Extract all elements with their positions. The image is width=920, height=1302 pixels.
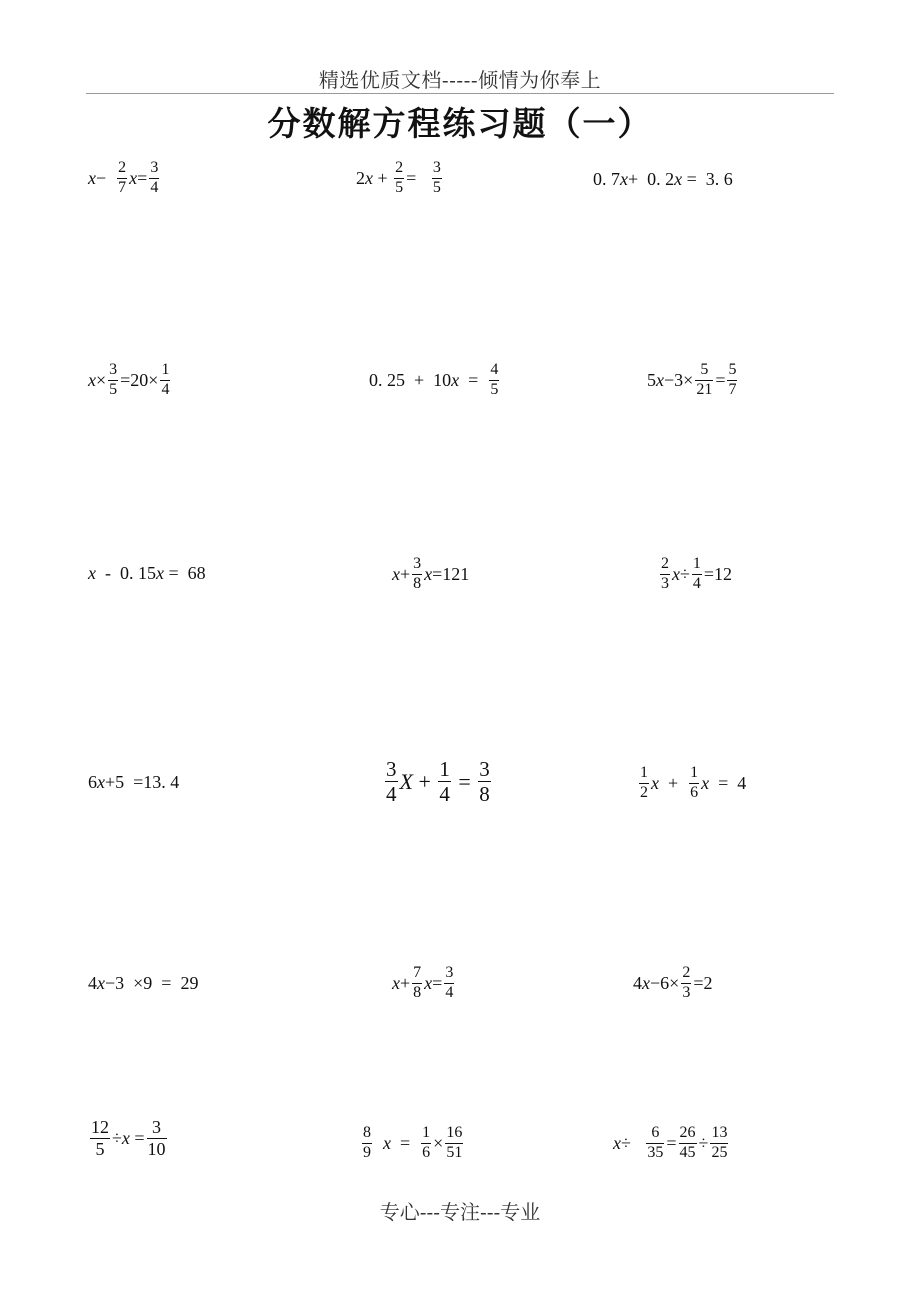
- fraction: [445, 1125, 463, 1162]
- equation-17: [360, 1125, 465, 1162]
- fraction-numerator: 16: [446, 1124, 463, 1141]
- equation-text: 5: [647, 370, 656, 391]
- fraction: [639, 765, 649, 802]
- fraction: [679, 1125, 697, 1162]
- fraction-denominator: 5: [95, 1138, 105, 1159]
- fraction-denominator: 21: [696, 380, 713, 398]
- fraction-numerator: 3: [109, 361, 118, 378]
- fraction-numerator: 4: [490, 361, 499, 378]
- equation-text: =: [432, 973, 443, 994]
- fraction-denominator: 9: [363, 1143, 371, 1161]
- fraction-denominator: 6: [690, 783, 699, 801]
- fraction-numerator: 1: [640, 764, 648, 781]
- fraction-numerator: 2: [661, 555, 669, 572]
- fraction-numerator: 26: [679, 1124, 696, 1141]
- fraction: [90, 1118, 110, 1159]
- fraction-denominator: 2: [640, 783, 648, 801]
- fraction: [147, 1118, 167, 1159]
- equation-text: +: [400, 564, 411, 585]
- variable: x: [424, 973, 433, 994]
- fraction: [438, 758, 451, 805]
- equation-12: [637, 765, 746, 802]
- equation-text: =12: [703, 564, 733, 585]
- variable: x: [383, 1133, 391, 1154]
- fraction-denominator: 7: [728, 380, 737, 398]
- equation-text: 4: [88, 973, 97, 993]
- equation-text: −: [96, 168, 116, 189]
- fraction-numerator: 1: [161, 361, 170, 378]
- equation-9: [658, 556, 732, 593]
- fraction-denominator: 3: [661, 574, 669, 592]
- equation-text: 0. 7: [593, 169, 620, 189]
- page-header: 精选优质文档-----倾情为你奉上: [318, 68, 602, 92]
- fraction: [489, 362, 499, 399]
- equation-text: =: [406, 168, 430, 189]
- fraction-denominator: 4: [150, 178, 159, 196]
- fraction-numerator: 3: [432, 159, 441, 176]
- equation-15: [633, 965, 712, 1002]
- variable: x: [674, 169, 683, 189]
- variable: x: [672, 564, 680, 585]
- fraction: [394, 160, 404, 197]
- equation-text: =121: [432, 564, 470, 585]
- variable: x: [392, 973, 400, 994]
- fraction-numerator: 1: [690, 764, 699, 781]
- equation-text: ÷: [621, 1133, 645, 1154]
- equation-11: [383, 758, 493, 805]
- fraction-numerator: 3: [152, 1117, 162, 1137]
- equation-4: [88, 362, 172, 399]
- fraction-denominator: 5: [109, 380, 118, 398]
- fraction: [692, 556, 702, 593]
- equation-text: = 4: [709, 773, 747, 794]
- equation-text: +5 =13. 4: [105, 772, 180, 792]
- equation-text: +: [412, 768, 437, 794]
- fraction-numerator: 3: [479, 757, 490, 781]
- equation-text: =: [715, 370, 726, 391]
- fraction-numerator: 7: [413, 964, 422, 981]
- equation-1: [88, 160, 161, 197]
- equation-16: [88, 1118, 169, 1159]
- fraction: [160, 362, 170, 399]
- fraction: [108, 362, 118, 399]
- equation-text: =: [666, 1133, 677, 1154]
- equation-text: =2: [693, 973, 713, 994]
- fraction-denominator: 51: [446, 1143, 463, 1161]
- equation-7: [88, 564, 206, 582]
- equation-text: [374, 1134, 383, 1152]
- variable: x: [451, 370, 460, 391]
- fraction-denominator: 45: [679, 1143, 696, 1161]
- fraction-numerator: 3: [413, 555, 422, 572]
- variable: x: [97, 772, 105, 792]
- fraction-numerator: 6: [651, 1124, 660, 1141]
- fraction-denominator: 4: [445, 983, 454, 1001]
- equation-text: ×: [433, 1133, 444, 1154]
- fraction: [421, 1125, 431, 1162]
- equation-text: −3×: [664, 370, 694, 391]
- equation-text: 2: [356, 168, 365, 189]
- fraction-numerator: 2: [118, 159, 127, 176]
- fraction: [444, 965, 454, 1002]
- variable: x: [613, 1133, 621, 1154]
- equation-14: [392, 965, 456, 1002]
- equation-text: =: [459, 370, 488, 391]
- variable: x: [656, 370, 664, 391]
- equation-text: +: [659, 773, 688, 794]
- fraction-denominator: 4: [161, 380, 170, 398]
- fraction: [681, 965, 691, 1002]
- equation-6: [647, 362, 739, 399]
- variable: x: [642, 973, 650, 994]
- fraction: [412, 556, 422, 593]
- equation-10: [88, 773, 179, 791]
- equation-text: + 0. 2: [628, 169, 675, 189]
- equation-text: −6×: [650, 973, 680, 994]
- variable: x: [97, 973, 105, 993]
- equation-text: - 0. 15: [96, 563, 156, 583]
- fraction: [362, 1125, 372, 1162]
- equation-text: = 3. 6: [682, 169, 733, 189]
- fraction-numerator: 5: [728, 361, 737, 378]
- fraction-denominator: 4: [692, 574, 701, 592]
- fraction-denominator: 5: [432, 178, 441, 196]
- fraction-denominator: 8: [413, 983, 422, 1001]
- variable: x: [424, 564, 433, 585]
- equation-18: [613, 1125, 730, 1162]
- variable: X: [399, 768, 413, 794]
- variable: x: [701, 773, 710, 794]
- fraction-numerator: 3: [386, 757, 397, 781]
- equation-text: = 68: [164, 563, 206, 583]
- header-divider: [86, 93, 834, 94]
- fraction: [660, 556, 670, 593]
- equation-text: =: [137, 168, 148, 189]
- fraction-numerator: 1: [422, 1124, 431, 1141]
- fraction-denominator: 4: [386, 782, 397, 807]
- equation-text: −3 ×9 = 29: [105, 973, 199, 993]
- variable: x: [88, 168, 96, 189]
- variable: x: [365, 168, 373, 189]
- fraction-denominator: 8: [479, 782, 490, 807]
- equation-text: =: [452, 768, 477, 794]
- equation-text: ÷: [698, 1133, 709, 1154]
- equation-text: +: [373, 168, 393, 189]
- fraction-denominator: 8: [413, 574, 422, 592]
- fraction-numerator: 2: [682, 964, 691, 981]
- equation-text: =: [129, 1128, 145, 1149]
- fraction-numerator: 12: [91, 1117, 109, 1137]
- fraction-numerator: 3: [445, 964, 454, 981]
- fraction: [646, 1125, 664, 1162]
- equation-text: ÷: [112, 1128, 122, 1149]
- fraction: [689, 765, 699, 802]
- equation-text: ×: [96, 370, 107, 391]
- fraction: [710, 1125, 728, 1162]
- equation-3: [593, 170, 733, 188]
- fraction: [117, 160, 127, 197]
- fraction: [478, 758, 491, 805]
- equation-8: [392, 556, 469, 593]
- variable: x: [88, 370, 96, 391]
- equation-text: 0. 25 + 10: [369, 370, 452, 391]
- variable: x: [121, 1128, 130, 1149]
- variable: x: [620, 169, 628, 189]
- fraction: [412, 965, 422, 1002]
- fraction-numerator: 8: [363, 1124, 371, 1141]
- fraction-denominator: 25: [711, 1143, 728, 1161]
- fraction-numerator: 2: [395, 159, 404, 176]
- equation-text: +: [400, 973, 411, 994]
- variable: x: [129, 168, 138, 189]
- equation-13: [88, 974, 198, 992]
- fraction-denominator: 5: [490, 380, 499, 398]
- fraction-numerator: 5: [700, 361, 709, 378]
- fraction-denominator: 3: [682, 983, 691, 1001]
- variable: x: [156, 563, 164, 583]
- variable: x: [88, 563, 96, 583]
- fraction-numerator: 1: [439, 757, 450, 781]
- fraction-denominator: 7: [118, 178, 127, 196]
- page-footer: 专心---专注---专业: [379, 1200, 541, 1224]
- fraction: [149, 160, 159, 197]
- variable: x: [651, 773, 659, 794]
- fraction-numerator: 3: [150, 159, 159, 176]
- fraction: [695, 362, 713, 399]
- equation-text: ÷: [680, 564, 690, 585]
- equation-text: 6: [88, 772, 97, 792]
- equation-text: =20×: [120, 370, 159, 391]
- page-title: 分数解方程练习题（一）: [267, 104, 653, 143]
- fraction: [432, 160, 442, 197]
- equation-text: 4: [633, 973, 642, 994]
- fraction-denominator: 4: [439, 782, 450, 807]
- equation-2: [356, 160, 444, 197]
- fraction-denominator: 35: [647, 1143, 664, 1161]
- fraction-denominator: 10: [147, 1138, 166, 1159]
- fraction: [385, 758, 398, 805]
- fraction-denominator: 6: [422, 1143, 431, 1161]
- fraction-numerator: 13: [711, 1124, 728, 1141]
- equation-5: [369, 362, 501, 399]
- equation-text: =: [391, 1133, 420, 1154]
- fraction-numerator: 1: [692, 555, 701, 572]
- variable: x: [392, 564, 400, 585]
- fraction: [727, 362, 737, 399]
- fraction-denominator: 5: [395, 178, 404, 196]
